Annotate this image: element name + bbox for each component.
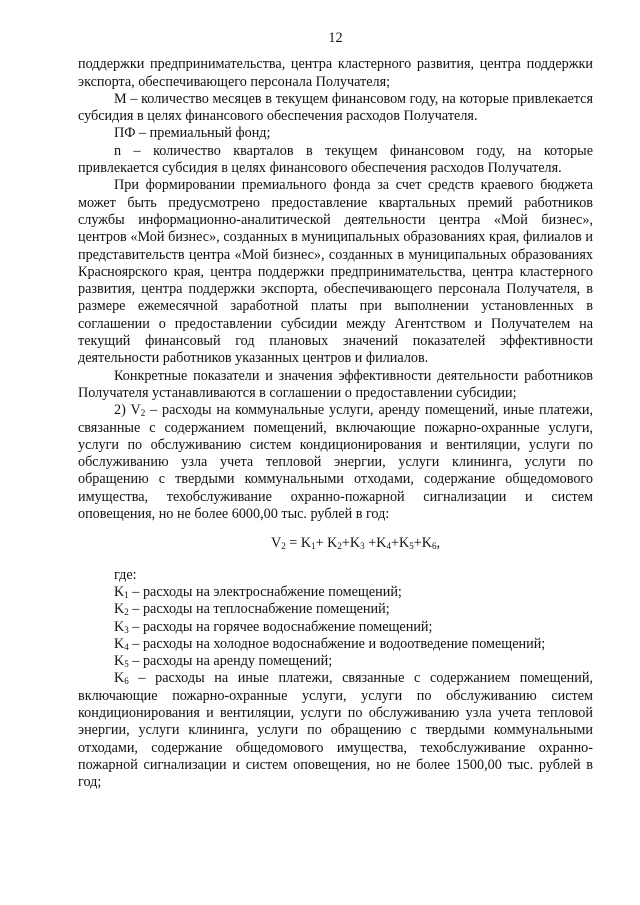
k2-definition: [78, 601, 593, 618]
k-symbol: K: [114, 670, 125, 687]
definition-m: M – количество месяцев в текущем финансовом году, на которые привлекается субсидия в целях финансового обеспечения расходов Получателя.: [78, 90, 593, 125]
formula-eq: =: [285, 535, 301, 552]
formula-lhs-sub: 2: [281, 541, 286, 552]
k-text: – расходы на холодное водоснабжение и водоотведение помещений;: [128, 635, 546, 652]
indicators-paragraph: Конкретные показатели и значения эффективности деятельности работников Получателя устанавливаются в соглашении о предоставлении субсидии;: [78, 367, 593, 401]
formula-term-sub: 1: [311, 541, 316, 552]
formula-term: +K: [364, 535, 387, 552]
formula-term: ,: [436, 535, 440, 552]
formula-term-sub: 2: [337, 541, 342, 552]
k-text: – расходы на горячее водоснабжение помещений;: [128, 618, 433, 635]
k-symbol: K: [114, 653, 125, 670]
formula-term-sub: 6: [431, 541, 437, 552]
k-symbol: K: [114, 635, 125, 652]
formula-lhs: V: [271, 535, 282, 552]
k-sub: 5: [124, 659, 129, 670]
k1-definition: [78, 584, 593, 601]
k-sub: 6: [124, 676, 129, 687]
page-number: 12: [328, 30, 343, 46]
definition-n: n – количество кварталов в текущем финансовом году, на которые привлекается субсидия в целях финансового обеспечения расходов Получателя.: [78, 142, 593, 177]
formula-term-sub: 4: [386, 541, 391, 552]
k-sub: 1: [124, 589, 129, 600]
k-text: – расходы на аренду помещений;: [128, 653, 333, 670]
k-sub: 3: [124, 624, 129, 635]
formula-term: +K: [413, 535, 432, 552]
k-text: – расходы на электроснабжение помещений;: [128, 583, 402, 600]
continuation-paragraph: поддержки предпринимательства, центра кластерного развития, центра поддержки экспорта, обеспечивающего персонала Получателя;: [78, 56, 593, 90]
k-text: – расходы на иные платежи, связанные с содержанием помещений, включающие пожарно-охранные услуги, услуги по обслуживанию систем кондиционирования и вентиляции, услуги по обслуживанию узла учета тепловой энергии, услуги клининга, услуги по обращению с твердыми коммунальными отходами, содержание общедомового имущества, техобслуживание охранно-пожарной сигнализации и систем оповещения, но не более 1500,00 тыс. рублей в год;: [78, 670, 593, 791]
document-page: [78, 30, 593, 791]
k-sub: 4: [124, 641, 129, 652]
formula-term: +K: [390, 535, 410, 552]
k5-definition: [78, 653, 593, 670]
k6-definition: [78, 670, 593, 791]
formula-term: + K: [315, 535, 338, 552]
k-symbol: K: [114, 601, 125, 618]
k-text: – расходы на теплоснабжение помещений;: [128, 601, 390, 618]
formula-v2: [78, 535, 593, 552]
k4-definition: [78, 636, 593, 653]
k3-definition: [78, 619, 593, 636]
k-symbol: K: [114, 618, 125, 635]
definition-pf: ПФ – премиальный фонд;: [114, 125, 271, 142]
item-2-text: – расходы на коммунальные услуги, аренду помещений, иные платежи, связанные с содержанием помещений, включающие пожарно-охранные услуги, услуги по обслуживанию систем кондиционирования и вентиляции, услуги по обслуживанию узла учета тепловой энергии, услуги клининга, услуги по обращению с твердыми коммунальными отходами, содержание общедомового имущества, техобслуживание охранно-пожарной сигнализации и систем оповещения, но не более 6000,00 тыс. рублей в год:: [78, 402, 593, 523]
item-2-sub: 2: [140, 408, 146, 419]
formula-term-sub: 3: [360, 541, 365, 552]
formula-term-sub: 5: [409, 541, 414, 552]
k-symbol: K: [114, 583, 125, 600]
where-label: где:: [114, 566, 137, 583]
item-2-prefix: 2) V: [114, 402, 141, 419]
formula-term: +K: [341, 535, 361, 552]
formula-term: K: [300, 535, 312, 552]
k-sub: 2: [124, 607, 129, 618]
item-2-paragraph: [78, 402, 593, 523]
premium-fund-paragraph: При формировании премиального фонда за счет средств краевого бюджета может быть предусмотрено предоставление квартальных премий работников службы информационно-аналитической деятельности центра «Мой бизнес», центров «Мой бизнес», созданных в муниципальных образованиях края, филиалов и представительств центра «Мой бизнес», созданных в муниципальных образованиях Красноярского края, центра поддержки предпринимательства, центра кластерного развития, центра поддержки экспорта, обеспечивающего персонала Получателя, в размере ежемесячной заработной платы при выполнении установленных в соглашении о предоставлении субсидии между Агентством и Получателем на текущий финансовый год плановых значений показателей эффективности деятельности работников указанных центров и филиалов.: [78, 177, 593, 367]
